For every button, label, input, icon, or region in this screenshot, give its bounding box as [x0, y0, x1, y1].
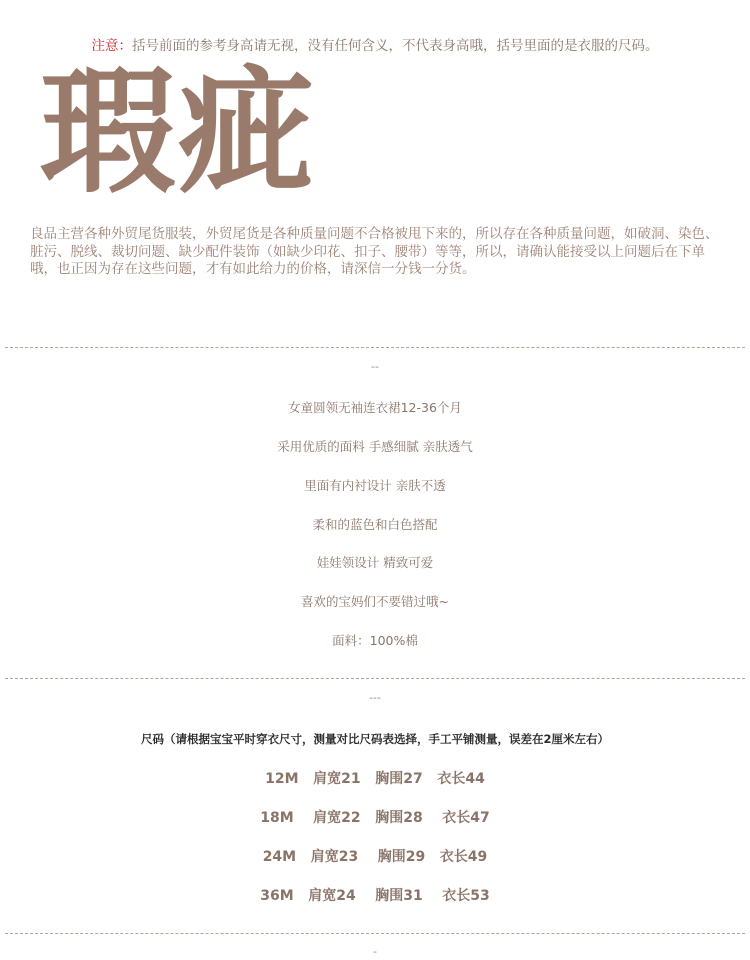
section-divider [5, 678, 745, 679]
notice-label: 注意： [91, 38, 132, 54]
page-title: 瑕疵 [40, 52, 316, 212]
feature-line: 娃娃领设计 精致可爱 [316, 555, 434, 570]
notice [0, 34, 750, 54]
feature-line: 面料：100%棉 [332, 633, 418, 648]
size-row: 18M 肩宽22 胸围28 衣长47 [260, 810, 490, 826]
feature-line: 采用优质的面料 手感细腻 亲肤透气 [277, 439, 473, 454]
feature-line: 女童圆领无袖连衣裙12-36个月 [288, 400, 462, 415]
size-row: 12M 肩宽21 胸围27 衣长44 [265, 771, 485, 787]
section-mark: --- [369, 691, 381, 704]
section-mark: - [373, 945, 377, 958]
intro-paragraph: 良品主营各种外贸尾货服装，外贸尾货是各种质量问题不合格被甩下来的，所以存在各种质量问题，如破洞、染色、脏污、脱线、裁切问题、缺少配件装饰（如缺少印花、扣子、腰带）等等，所以，请确认能接受以上问题后在下单哦，也正因为存在这些问题，才有如此给力的价格，请深信一分钱一分货。 [30, 226, 719, 277]
size-heading: 尺码（请根据宝宝平时穿衣尺寸，测量对比尺码表选择，手工平铺测量，误差在2厘米左右） [141, 732, 609, 746]
feature-line: 柔和的蓝色和白色搭配 [312, 517, 438, 532]
notice-text: 括号前面的参考身高请无视，没有任何含义，不代表身高哦，括号里面的是衣服的尺码。 [132, 38, 659, 54]
feature-line: 里面有内衬设计 亲肤不透 [304, 478, 446, 493]
size-row: 36M 肩宽24 胸围31 衣长53 [260, 888, 490, 904]
section-divider [5, 933, 745, 934]
section-mark: -- [371, 360, 379, 373]
section-divider [5, 347, 745, 348]
feature-line: 喜欢的宝妈们不要错过哦~ [301, 594, 449, 609]
size-row: 24M 肩宽23 胸围29 衣长49 [262, 849, 488, 865]
